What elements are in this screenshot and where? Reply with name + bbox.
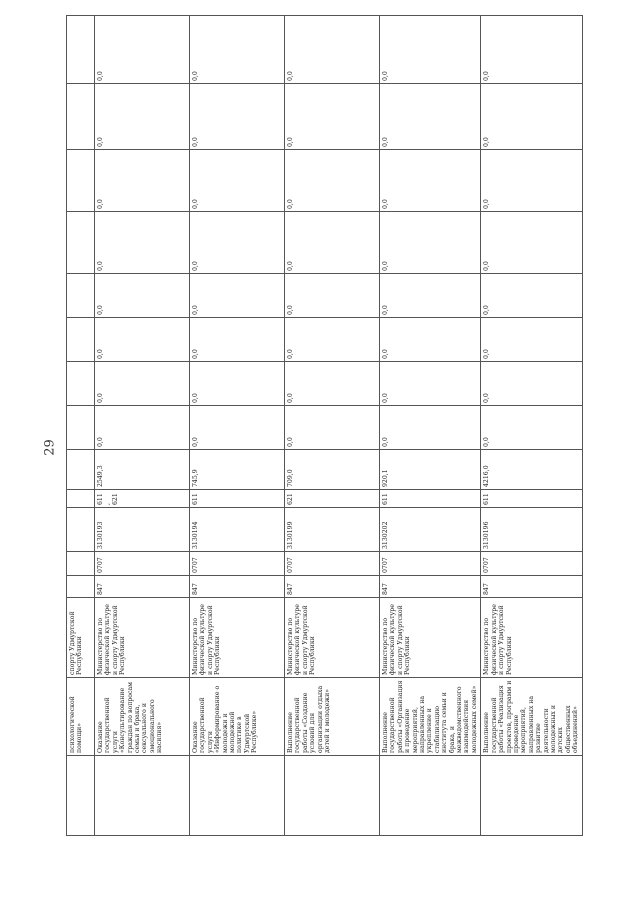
table-cell-value: 0,0 (481, 84, 582, 150)
table-cell-value: 0,0 (481, 212, 582, 274)
table-cell-value: 0,0 (95, 212, 190, 274)
table-cell-csr: 3130199 (285, 508, 380, 552)
table-cell-value: 0,0 (285, 274, 380, 318)
table-cell-value: 0,0 (95, 406, 190, 450)
table-cell-csr: 3130193 (95, 508, 190, 552)
table-cell-value: 4216,0 (481, 450, 582, 490)
table-cell-vr: 611 (481, 490, 582, 508)
table-cell-value: 0,0 (95, 16, 190, 84)
table-cell-value: 0,0 (481, 406, 582, 450)
table-cell-value: 0,0 (481, 274, 582, 318)
empty-cell (67, 318, 95, 362)
table-cell-value: 0,0 (285, 16, 380, 84)
table-cell-value: 0,0 (190, 406, 285, 450)
empty-cell (190, 756, 285, 836)
table-cell-value: 0,0 (190, 84, 285, 150)
empty-cell (67, 490, 95, 508)
table-cell-value: 0,0 (481, 318, 582, 362)
table-cell-grbs: 847 (481, 576, 582, 598)
table-cell-value: 0,0 (95, 274, 190, 318)
empty-cell (67, 362, 95, 406)
table-cell-value: 0,0 (190, 362, 285, 406)
empty-cell (95, 756, 190, 836)
table-cell-value: 0,0 (380, 84, 481, 150)
table-cell-responsible: Министерство по физической культуре и спорту Удмуртской Республики (285, 598, 380, 678)
table-cell-csr: 3130196 (481, 508, 582, 552)
table-cell-csr: 3130194 (190, 508, 285, 552)
table-cell-value: 0,0 (481, 362, 582, 406)
table-cell-rzpr: 0707 (190, 552, 285, 576)
empty-cell (285, 756, 380, 836)
table-cell-responsible: спорту Удмуртской Республики (67, 598, 95, 678)
table-cell-name: психологической помощи» (67, 678, 95, 756)
table-row (481, 16, 582, 836)
table-cell-value: 0,0 (481, 16, 582, 84)
table-row (190, 16, 285, 836)
table-cell-value: 0,0 (481, 150, 582, 212)
table-cell-rzpr: 0707 (285, 552, 380, 576)
table-cell-name: Оказание государственной услуги «Информирование о молодежи и молодежной политике в Удмуртской Республике» (190, 678, 285, 756)
empty-cell (67, 212, 95, 274)
empty-cell (67, 84, 95, 150)
table-cell-grbs: 847 (285, 576, 380, 598)
table-cell-responsible: Министерство по физической культуре и спорту Удмуртской Республики (380, 598, 481, 678)
empty-cell (67, 450, 95, 490)
table-cell-value: 0,0 (285, 84, 380, 150)
table-cell-value: 0,0 (285, 150, 380, 212)
table-cell-value: 0,0 (285, 212, 380, 274)
table-cell-responsible: Министерство по физической культуре и спорту Удмуртской Республики (95, 598, 190, 678)
empty-cell (67, 150, 95, 212)
table-cell-grbs: 847 (190, 576, 285, 598)
page-number: 29 (42, 439, 58, 456)
table-cell-value: 0,0 (95, 318, 190, 362)
table-cell-csr: 3130202 (380, 508, 481, 552)
table-cell-value: 0,0 (95, 150, 190, 212)
empty-cell (67, 16, 95, 84)
table-row (380, 16, 481, 836)
table-cell-name: Выполнение государственной работы «Создание условий для организации отдыха детей и молодежи» (285, 678, 380, 756)
table-cell-vr: 611, 621 (95, 490, 190, 508)
table-cell-rzpr: 0707 (481, 552, 582, 576)
table-cell-value: 0,0 (380, 406, 481, 450)
table-cell-value: 0,0 (380, 212, 481, 274)
table-cell-grbs: 847 (380, 576, 481, 598)
table-cell-responsible: Министерство по физической культуре и спорту Удмуртской Республики (190, 598, 285, 678)
table-cell-value: 0,0 (380, 318, 481, 362)
table-cell-name: Оказание государственной услуги «Консультирование граждан по вопросам семьи и брака, сексуального и эмоционального насилия» (95, 678, 190, 756)
table-cell-value: 0,0 (95, 362, 190, 406)
empty-cell (481, 756, 582, 836)
table-cell-value: 0,0 (190, 150, 285, 212)
empty-cell (67, 406, 95, 450)
table-cell-vr: 611 (190, 490, 285, 508)
table-row (285, 16, 380, 836)
empty-cell (380, 756, 481, 836)
table-cell-rzpr: 0707 (95, 552, 190, 576)
table-row-continued (67, 16, 95, 836)
table-cell-grbs: 847 (95, 576, 190, 598)
table-cell-value: 2549,3 (95, 450, 190, 490)
table-cell-value: 0,0 (95, 84, 190, 150)
table-cell-value: 0,0 (380, 150, 481, 212)
empty-cell (67, 756, 95, 836)
empty-cell (67, 576, 95, 598)
table-cell-name: Выполнение государственной работы «Организация и проведение мероприятий, направленных на укрепление и стабилизацию института семьи и брака, и межведомственного взаимодействия молодежных семей» (380, 678, 481, 756)
table-cell-value: 0,0 (190, 16, 285, 84)
table-cell-rzpr: 0707 (380, 552, 481, 576)
budget-table (66, 15, 583, 836)
table-cell-value: 0,0 (285, 318, 380, 362)
table-cell-vr: 621 (285, 490, 380, 508)
budget-table-rotated (66, 16, 580, 836)
table-cell-value: 0,0 (380, 362, 481, 406)
table-cell-value: 0,0 (190, 274, 285, 318)
table-cell-responsible: Министерство по физической культуре и спорту Удмуртской Республики (481, 598, 582, 678)
table-cell-value: 0,0 (190, 318, 285, 362)
table-cell-name: Выполнение государственной работы «Реализация проектов, программ и проведение мероприятий, направленных на развитие деятельности молодежных и детских общественных объединений» (481, 678, 582, 756)
table-cell-value: 920,1 (380, 450, 481, 490)
table-cell-value: 0,0 (285, 406, 380, 450)
table-cell-value: 0,0 (380, 274, 481, 318)
empty-cell (67, 508, 95, 552)
table-cell-value: 0,0 (285, 362, 380, 406)
empty-cell (67, 274, 95, 318)
table-cell-value: 0,0 (190, 212, 285, 274)
table-cell-value: 0,0 (380, 16, 481, 84)
table-cell-value: 709,0 (285, 450, 380, 490)
table-cell-value: 745,9 (190, 450, 285, 490)
table-row (95, 16, 190, 836)
budget-table-region (66, 16, 580, 836)
empty-cell (67, 552, 95, 576)
table-cell-vr: 611 (380, 490, 481, 508)
